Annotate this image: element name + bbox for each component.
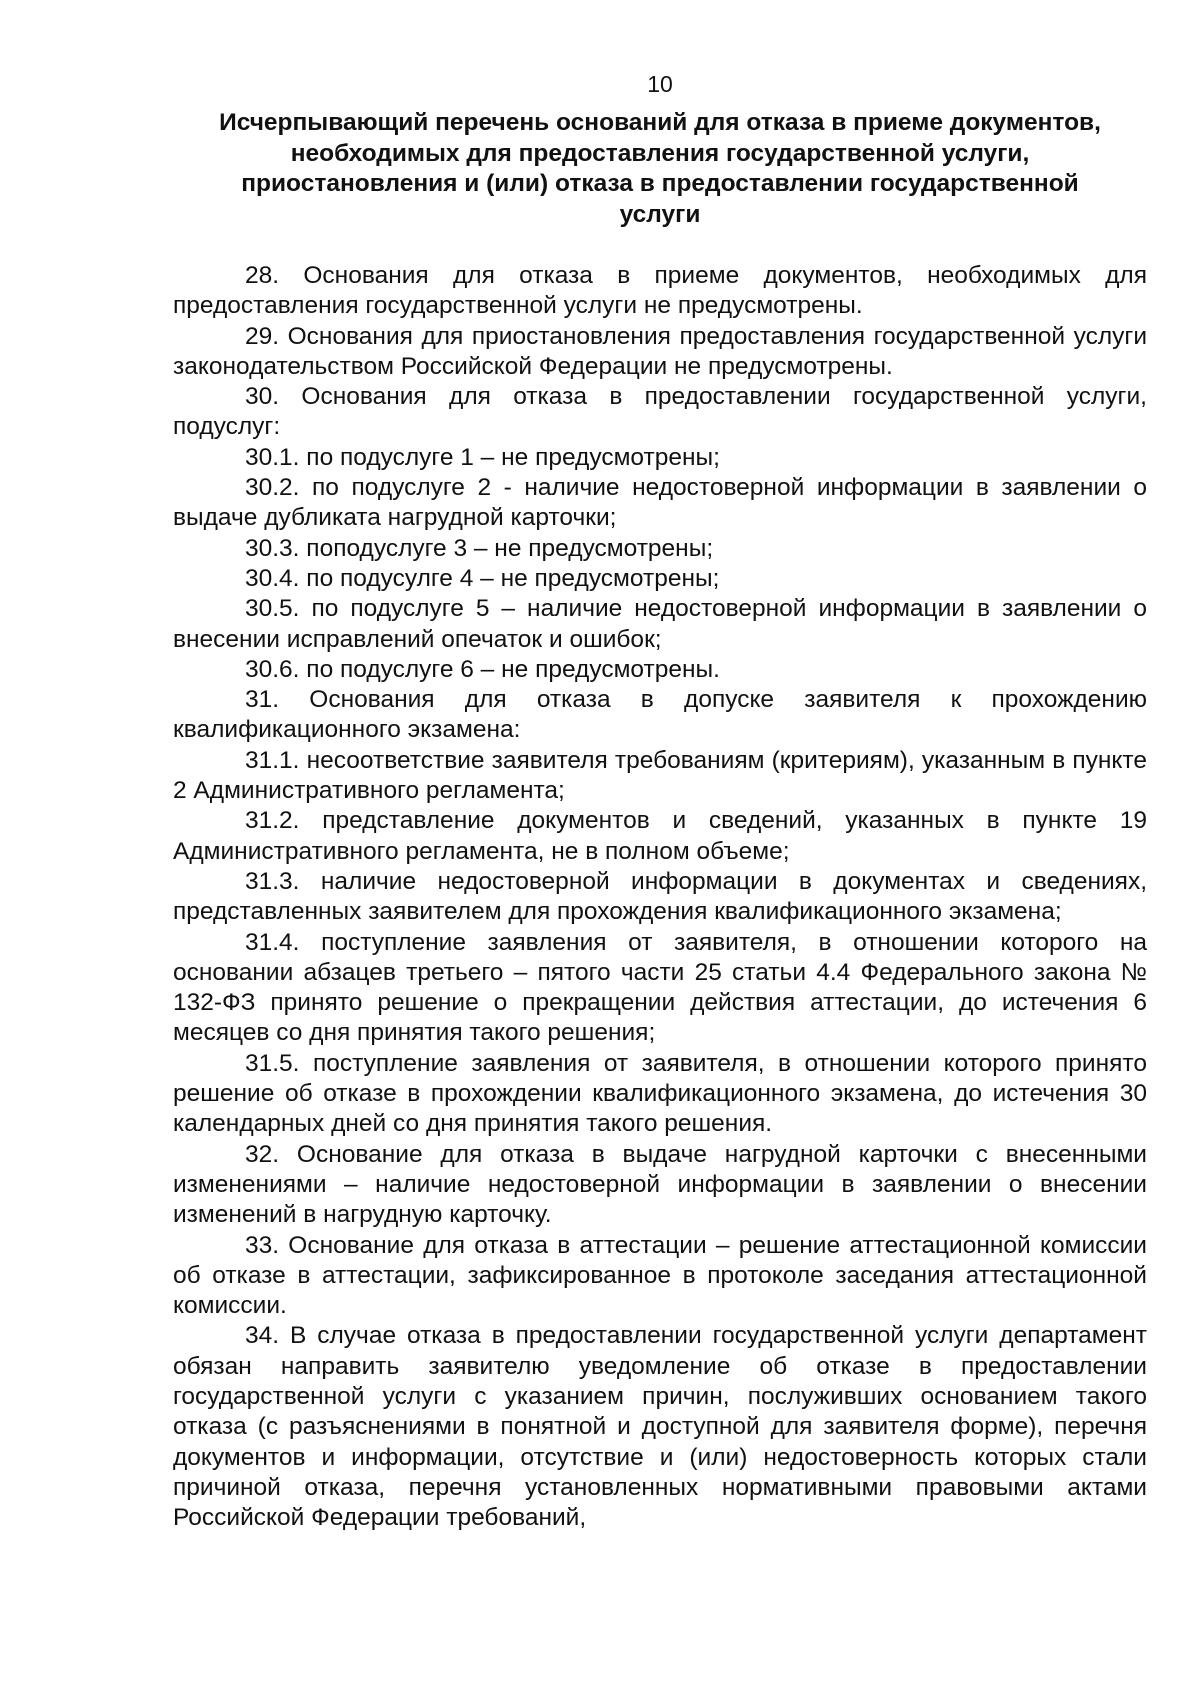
page-number: 10	[647, 71, 673, 97]
paragraph-34: 34. В случае отказа в предоставлении государственной услуги департамент обязан направить заявителю уведомление об отказе в предоставлении государственной услуги с указанием причин, послуживших основанием такого отказа (с разъяснениями в понятной и доступной для заявителя форме), перечня документов и информации, отсутствие и (или) недостоверность которых стали причиной отказа, перечня установленных нормативными правовыми актами Российской Федерации требований,	[173, 1322, 1147, 1532]
paragraph-30-1: 30.1. по подуслуге 1 – не предусмотрены;	[245, 443, 720, 471]
paragraph-28: 28. Основания для отказа в приеме документов, необходимых для предоставления государственной услуги не предусмотрены.	[173, 262, 1147, 320]
section-heading	[173, 108, 1147, 230]
body-text	[173, 261, 1147, 1533]
document-page	[173, 70, 1147, 1533]
paragraph-31-2: 31.2. представление документов и сведений, указанных в пункте 19 Административного регламента, не в полном объеме;	[173, 807, 1147, 865]
paragraph-31-1: 31.1. несоответствие заявителя требованиям (критериям), указанным в пункте 2 Административного регламента;	[173, 746, 1147, 805]
paragraph-30-5: 30.5. по подуслуге 5 – наличие недостоверной информации в заявлении о внесении исправлений опечаток и ошибок;	[173, 595, 1147, 653]
paragraph-30-3: 30.3. поподуслуге 3 – не предусмотрены;	[245, 534, 714, 562]
heading-line: приостановления и (или) отказа в предоставлении государственной	[241, 170, 1079, 197]
heading-line: необходимых для предоставления государственной услуги,	[290, 139, 1030, 167]
paragraph-33: 33. Основание для отказа в аттестации – решение аттестационной комиссии об отказе в аттестации, зафиксированное в протоколе заседания аттестационной комиссии.	[173, 1231, 1147, 1320]
paragraph-31-4: 31.4. поступление заявления от заявителя, в отношении которого на основании абзацев третьего – пятого части 25 статьи 4.4 Федерального закона № 132-ФЗ принято решение о прекращении действия аттестации, до истечения 6 месяцев со дня принятия такого решения;	[173, 928, 1147, 1047]
paragraph-30-6: 30.6. по подуслуге 6 – не предусмотрены.	[245, 655, 720, 683]
paragraph-29: 29. Основания для приостановления предоставления государственной услуги законодательством Российской Федерации не предусмотрены.	[173, 322, 1147, 380]
paragraph-31-5: 31.5. поступление заявления от заявителя, в отношении которого принято решение об отказе в прохождении квалификационного экзамена, до истечения 30 календарных дней со дня принятия такого решения.	[173, 1049, 1147, 1138]
heading-line: услуги	[619, 200, 701, 228]
paragraph-32: 32. Основание для отказа в выдаче нагрудной карточки с внесенными изменениями – наличие недостоверной информации в заявлении о внесении изменений в нагрудную карточку.	[173, 1140, 1147, 1229]
paragraph-30: 30. Основания для отказа в предоставлении государственной услуги, подуслуг:	[173, 383, 1147, 441]
paragraph-30-4: 30.4. по подусулге 4 – не предусмотрены;	[245, 564, 720, 592]
paragraph-31: 31. Основания для отказа в допуске заявителя к прохождению квалификационного экзамена:	[173, 686, 1147, 744]
heading-line: Исчерпывающий перечень оснований для отказа в приеме документов,	[219, 109, 1101, 136]
paragraph-30-2: 30.2. по подуслуге 2 - наличие недостоверной информации в заявлении о выдаче дубликата нагрудной карточки;	[173, 474, 1147, 532]
paragraph-31-3: 31.3. наличие недостоверной информации в документах и сведениях, представленных заявителем для прохождения квалификационного экзамена;	[173, 867, 1147, 926]
